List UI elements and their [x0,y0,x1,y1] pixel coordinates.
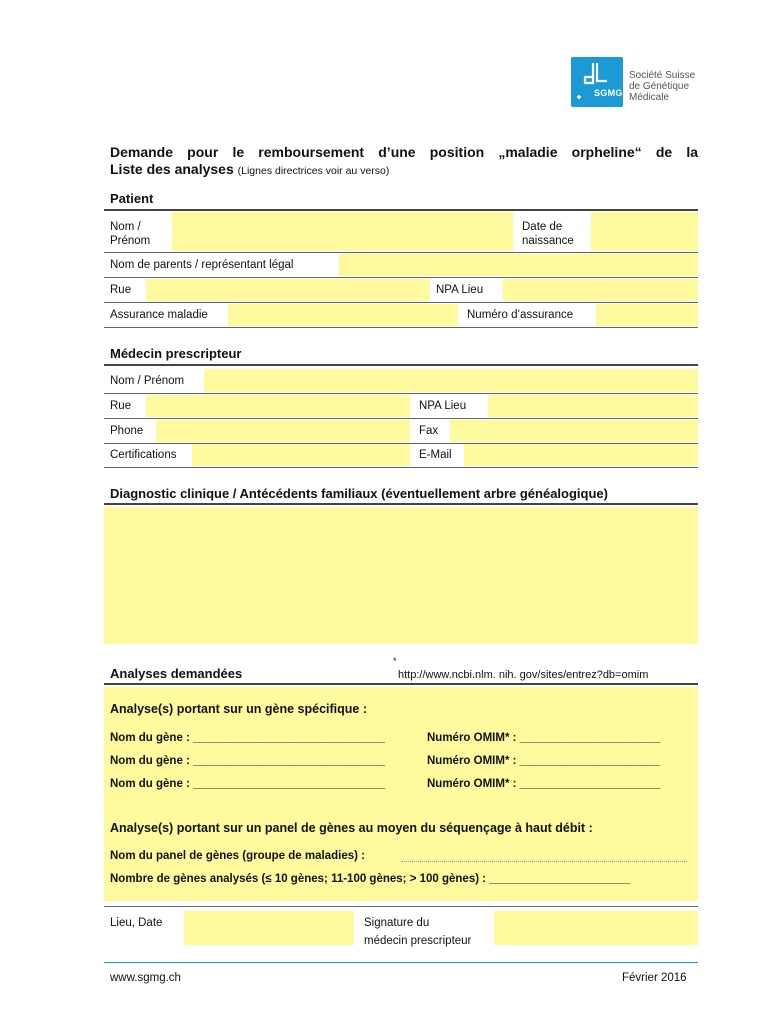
insurance-number-field[interactable] [596,304,698,326]
birthdate-label: Date de naissance [522,221,574,247]
divider [104,252,698,253]
divider [104,277,698,278]
panel-name-label: Nom du panel de gènes (groupe de maladies) : [110,850,365,862]
divider [104,209,698,211]
divider [104,503,698,505]
physician-street-label: Rue [110,400,132,412]
sgmg-logo [571,57,623,107]
diagnostic-textarea[interactable] [104,507,698,644]
divider [104,683,698,685]
divider [104,327,698,328]
fax-field[interactable] [450,420,698,442]
place-date-label: Lieu, Date [110,917,163,929]
patient-name-field[interactable] [172,212,513,251]
insurance-field[interactable] [228,304,458,326]
fax-label: Fax [419,425,439,437]
physician-heading: Médecin prescripteur [110,346,242,361]
physician-npa-label: NPA Lieu [419,400,467,412]
gene-analysis-heading: Analyse(s) portant sur un gène spécifique : [110,702,367,716]
logo-abbr: SGMG [594,88,623,98]
patient-heading: Patient [110,191,154,206]
divider [104,393,698,394]
panel-analysis-heading: Analyse(s) portant sur un panel de gènes au moyen du séquençage à haut débit : [110,821,593,835]
omim-number-field[interactable]: Numéro OMIM* : ______________________ [427,732,661,744]
divider [104,467,698,468]
phone-label: Phone [110,425,144,437]
gene-name-field[interactable]: Nom du gène : ______________________________ [110,755,385,767]
signature-label: Signature du médecin prescripteur [364,917,472,947]
email-field[interactable] [464,444,698,466]
certifications-label: Certifications [110,449,177,461]
diagnostic-heading: Diagnostic clinique / Antécédents familiaux (éventuellement arbre généalogique) [110,486,608,501]
parents-field[interactable] [339,254,698,276]
insurance-label: Assurance maladie [110,309,208,321]
insurance-number-label: Numéro d’assurance [467,309,574,321]
omim-number-field[interactable]: Numéro OMIM* : ______________________ [427,755,661,767]
panel-gene-count-field[interactable]: Nombre de gènes analysés (≤ 10 gènes; 11-100 gènes; > 100 gènes) : ______________________ [110,873,630,885]
physician-street-field[interactable] [146,395,410,417]
analyses-heading: Analyses demandées [110,666,243,681]
patient-npa-label: NPA Lieu [436,284,484,296]
signature-field[interactable] [494,911,698,945]
physician-name-label: Nom / Prénom [110,375,185,387]
omim-number-field[interactable]: Numéro OMIM* : ______________________ [427,778,661,790]
logo-society-name: Société Suisse de Génétique Médicale [629,70,696,103]
panel-name-field[interactable] [401,861,687,862]
patient-name-label: Nom / Prénom [110,221,151,247]
birthdate-field[interactable] [591,212,698,251]
asterisk-marker: * [393,656,397,666]
divider [104,364,698,366]
phone-field[interactable] [156,420,410,442]
footer-date: Février 2016 [622,972,687,984]
place-date-field[interactable] [184,911,354,945]
gene-name-field[interactable]: Nom du gène : ______________________________ [110,732,385,744]
footer-website[interactable]: www.sgmg.ch [110,972,181,984]
divider [104,418,698,419]
patient-street-label: Rue [110,284,132,296]
omim-url-link[interactable]: http://www.ncbi.nlm. nih. gov/sites/entrez?db=omim [398,669,649,681]
patient-npa-field[interactable] [503,279,698,301]
divider [104,302,698,303]
parents-label: Nom de parents / représentant légal [110,259,294,271]
logo-mark-icon [571,57,623,107]
divider [104,906,698,907]
physician-npa-field[interactable] [488,395,698,417]
form-title: Demande pour le remboursement d’une position „maladie orpheline“ de la Liste des analyses (Lignes directrices voir au verso) [110,144,698,177]
physician-name-field[interactable] [204,369,698,392]
email-label: E-Mail [419,449,452,461]
certifications-field[interactable] [192,444,410,466]
gene-name-field[interactable]: Nom du gène : ______________________________ [110,778,385,790]
patient-street-field[interactable] [146,279,430,301]
analyses-panel [104,687,698,901]
footer-divider [104,962,698,963]
